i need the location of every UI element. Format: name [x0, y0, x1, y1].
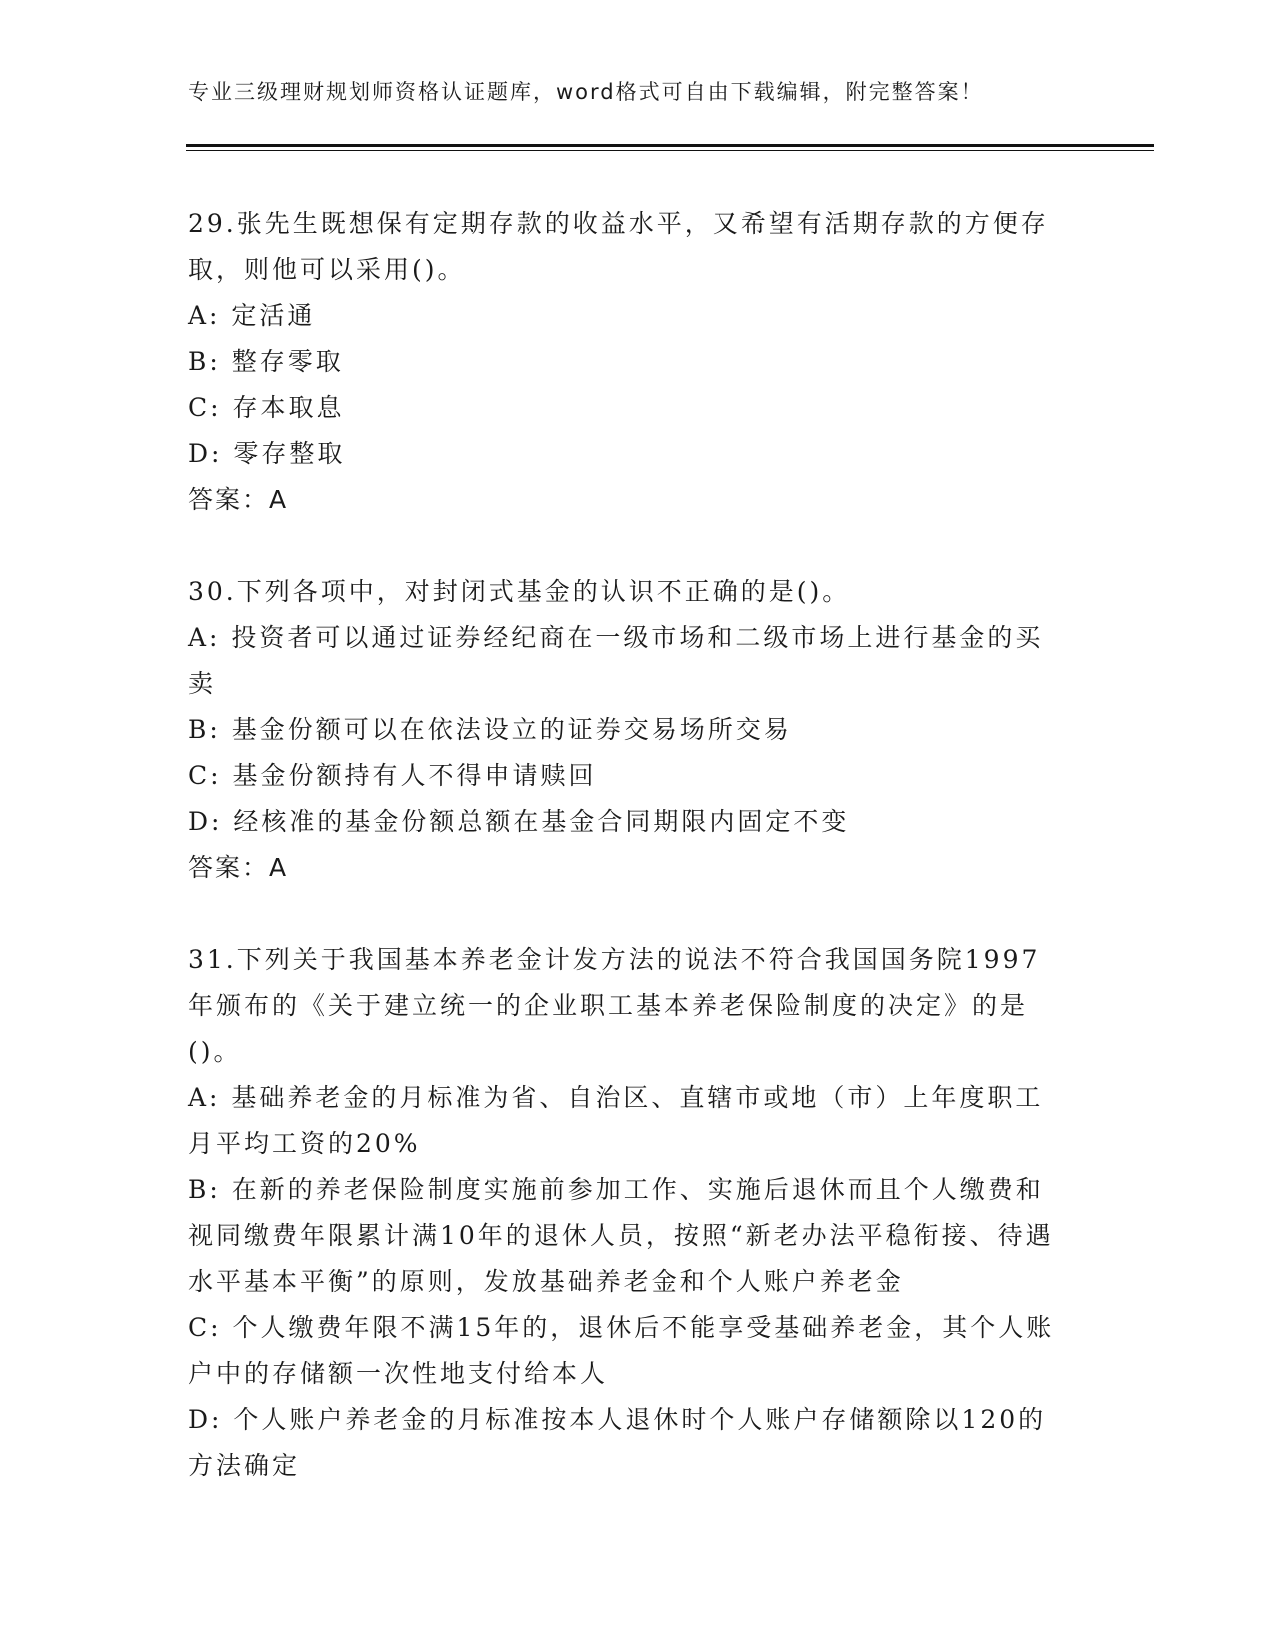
- option-b: B: 整存零取: [188, 347, 344, 376]
- option-c: C: 基金份额持有人不得申请赎回: [188, 761, 597, 790]
- option-d: D: 零存整取: [188, 439, 346, 468]
- page-header: 专业三级理财规划师资格认证题库，word格式可自由下载编辑，附完整答案！: [188, 80, 984, 104]
- question-stem: 30.下列各项中，对封闭式基金的认识不正确的是()。: [188, 577, 851, 606]
- option-c: C: 个人缴费年限不满15年的，退休后不能享受基础养老金，其个人账户中的存储额一次性地支付给本人: [188, 1313, 1055, 1388]
- answer: 答案：A: [188, 853, 289, 882]
- option-b: B: 基金份额可以在依法设立的证券交易场所交易: [188, 715, 792, 744]
- option-d: D: 经核准的基金份额总额在基金合同期限内固定不变: [188, 807, 850, 836]
- question-stem: 31.下列关于我国基本养老金计发方法的说法不符合我国国务院1997年颁布的《关于建立统一的企业职工基本养老保险制度的决定》的是()。: [188, 945, 1041, 1066]
- option-d: D: 个人账户养老金的月标准按本人退休时个人账户存储额除以120的方法确定: [188, 1405, 1047, 1480]
- question-stem: 29.张先生既想保有定期存款的收益水平，又希望有活期存款的方便存取，则他可以采用()。: [188, 209, 1049, 284]
- option-a: A: 基础养老金的月标准为省、自治区、直辖市或地（市）上年度职工月平均工资的20%: [188, 1083, 1044, 1158]
- question-30: [188, 569, 1088, 891]
- option-b: B: 在新的养老保险制度实施前参加工作、实施后退休而且个人缴费和视同缴费年限累计满10年的退休人员，按照“新老办法平稳衔接、待遇水平基本平衡”的原则，发放基础养老金和个人账户养老金: [188, 1175, 1054, 1296]
- question-31: [188, 937, 1088, 1489]
- question-list: [188, 201, 1088, 1535]
- option-a: A: 定活通: [188, 301, 316, 330]
- option-a: A: 投资者可以通过证券经纪商在一级市场和二级市场上进行基金的买卖: [188, 623, 1044, 698]
- option-c: C: 存本取息: [188, 393, 345, 422]
- header-rule-thick: [186, 144, 1154, 147]
- question-29: [188, 201, 1088, 523]
- answer: 答案：A: [188, 485, 289, 514]
- header-rule-thin: [186, 150, 1154, 151]
